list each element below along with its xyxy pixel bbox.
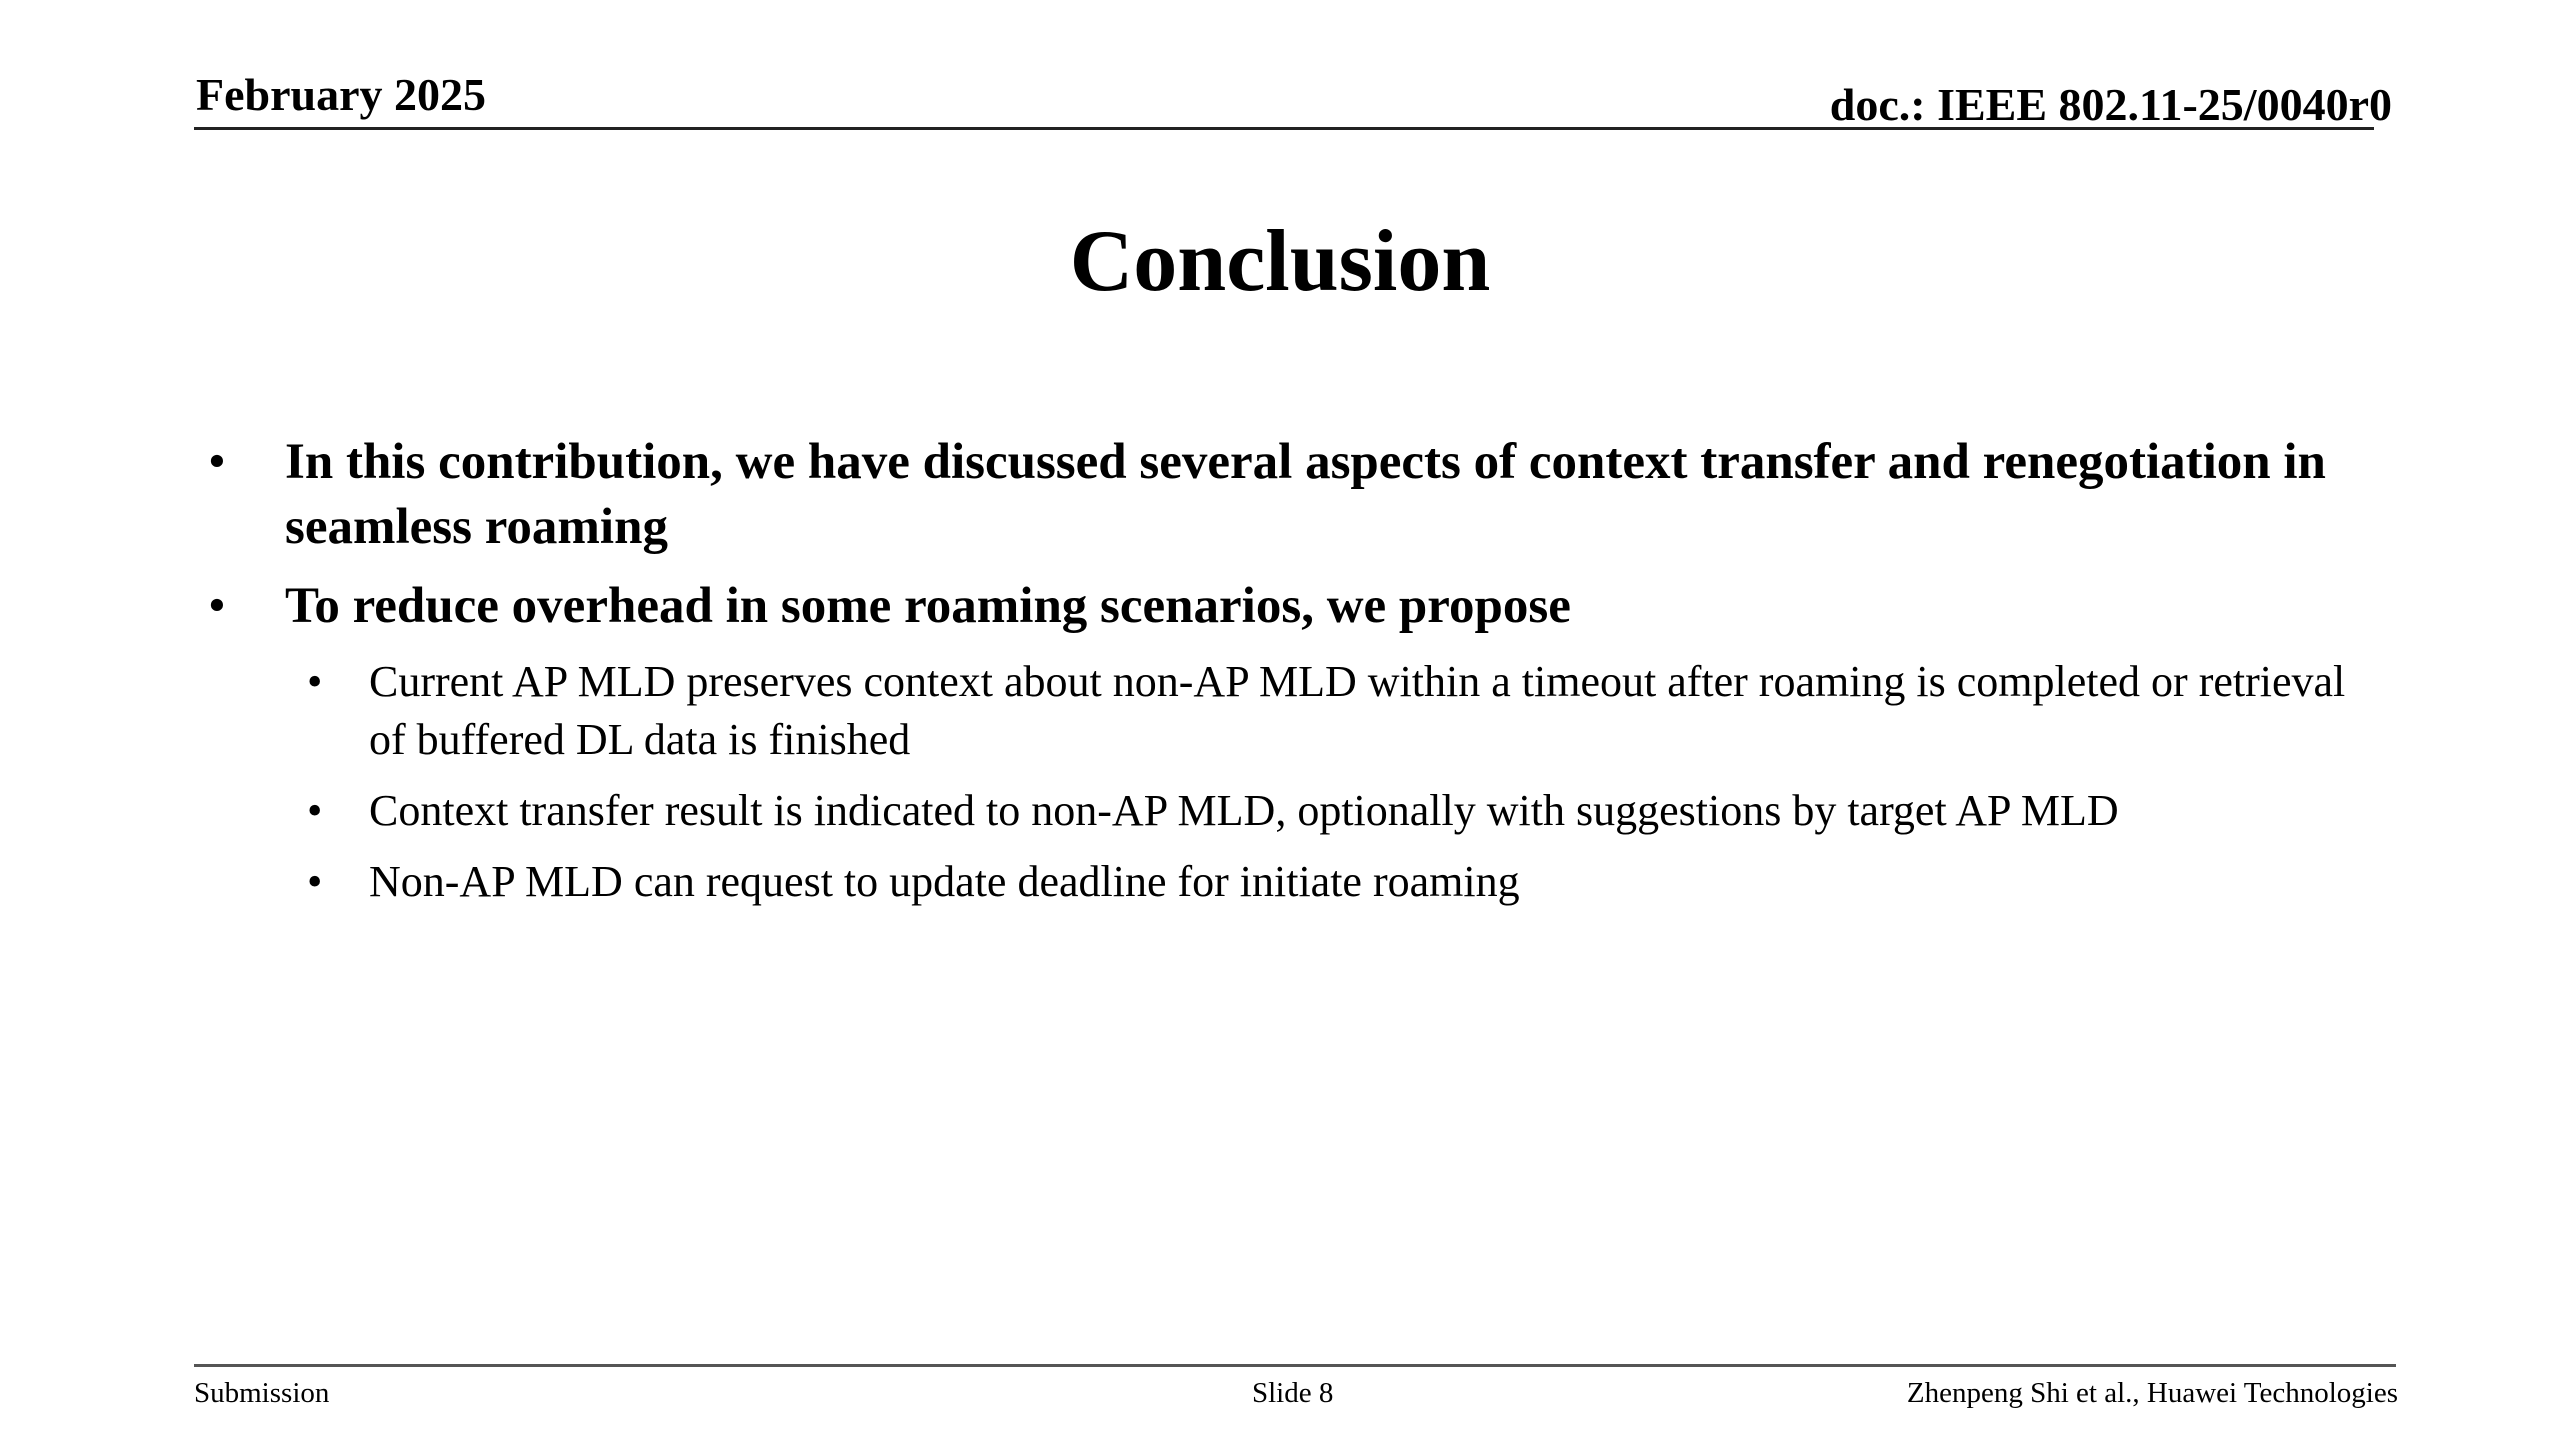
bullet-icon: • (208, 434, 226, 490)
sub-bullet-text: Context transfer result is indicated to non-AP MLD, optionally with suggestions by target AP MLD (369, 786, 2119, 835)
footer-submission: Submission (194, 1377, 330, 1409)
bullet-item-2 (208, 574, 2368, 639)
header-divider (194, 127, 2374, 130)
footer-slide-number: Slide 8 (1252, 1377, 1334, 1409)
sub-bullet-icon: • (307, 857, 323, 906)
sub-bullet-item-2 (307, 782, 2368, 840)
bullet-item-1 (208, 430, 2368, 560)
sub-bullet-item-3 (307, 853, 2368, 911)
slide-title: Conclusion (1069, 213, 1491, 310)
header-doc-id: doc.: IEEE 802.11-25/0040r0 (1829, 79, 2392, 130)
header-date: February 2025 (196, 69, 487, 120)
sub-bullet-text: Non-AP MLD can request to update deadline for initiate roaming (369, 857, 1520, 906)
bullet-text: To reduce overhead in some roaming scenarios, we propose (285, 578, 1571, 634)
sub-bullet-text: Current AP MLD preserves context about non-AP MLD within a timeout after roaming is completed or retrieval of buffered DL data is finished (369, 657, 2346, 764)
slide-content (208, 430, 2368, 924)
footer-authors: Zhenpeng Shi et al., Huawei Technologies (1906, 1377, 2398, 1409)
bullet-text: In this contribution, we have discussed several aspects of context transfer and renegotiation in seamless roaming (285, 434, 2326, 555)
sub-bullet-icon: • (307, 657, 323, 706)
footer-divider (194, 1364, 2396, 1367)
sub-bullet-icon: • (307, 786, 323, 835)
bullet-icon: • (208, 578, 226, 634)
sub-bullet-item-1 (307, 653, 2368, 769)
